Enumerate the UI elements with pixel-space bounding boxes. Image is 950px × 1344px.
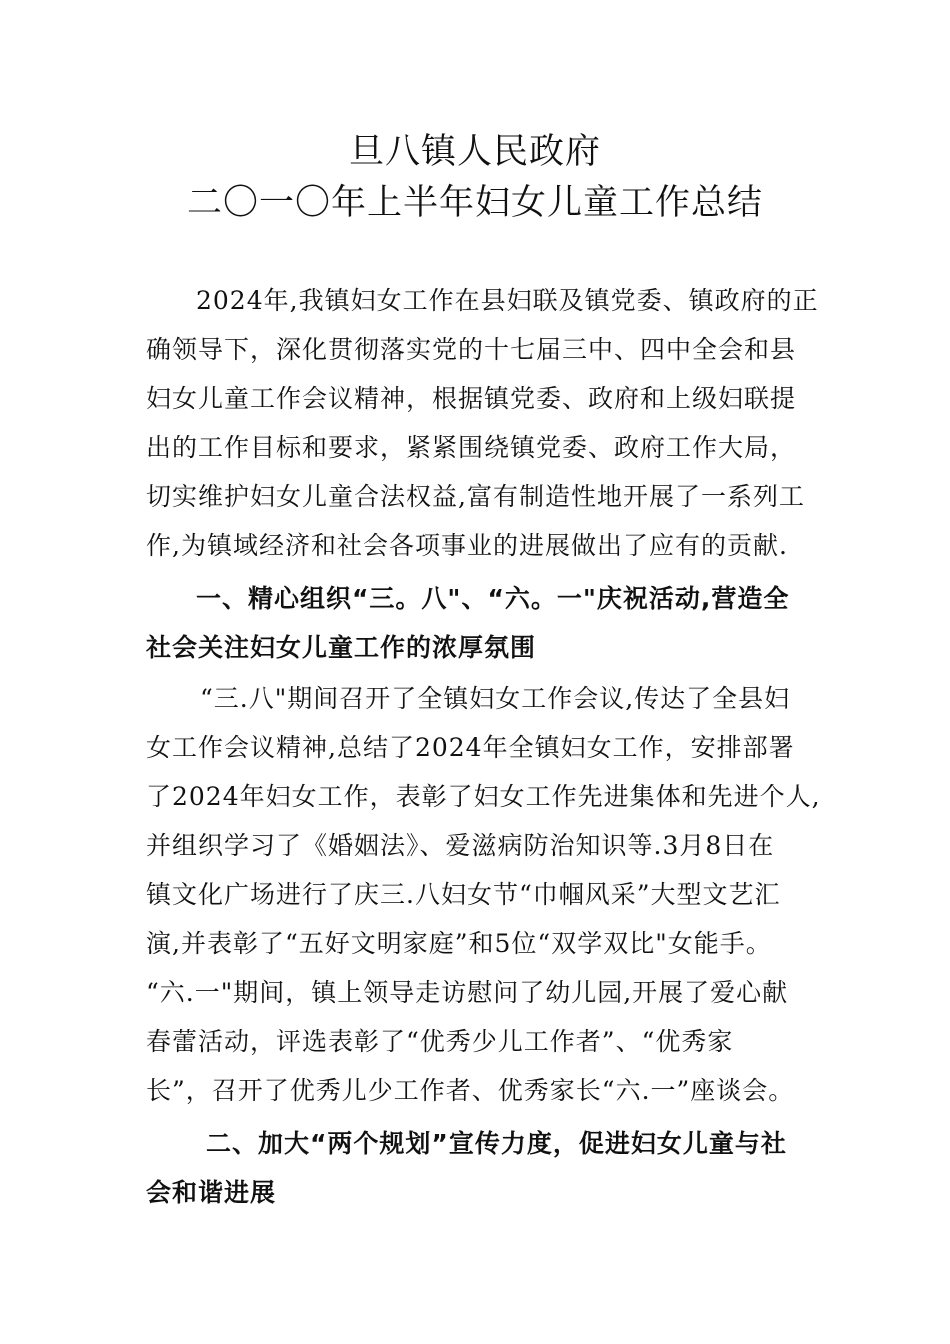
section-1-body-line: “三.八"期间召开了全镇妇女工作会议,传达了全县妇 — [200, 684, 791, 713]
section-2-heading-line: 二、加大“两个规划”宣传力度，促进妇女儿童与社 — [206, 1129, 787, 1158]
intro-line: 出的工作目标和要求，紧紧围绕镇党委、政府工作大局， — [146, 433, 797, 462]
section-1-body-line: 长”，召开了优秀儿少工作者、优秀家长“六.一”座谈会。 — [146, 1076, 795, 1105]
section-1-body-line: 并组织学习了《婚姻法》、爱滋病防治知识等.3月8日在 — [146, 831, 775, 860]
intro-line: 作,为镇域经济和社会各项事业的进展做出了应有的贡献. — [146, 531, 788, 560]
section-1-heading-line: 一、精心组织“三。八"、“六。一"庆祝活动,营造全 — [196, 584, 790, 613]
intro-line: 2024年,我镇妇女工作在县妇联及镇党委、镇政府的正 — [196, 286, 819, 315]
section-1-body-line: 春蕾活动，评选表彰了“优秀少儿工作者”、“优秀家 — [146, 1027, 734, 1056]
section-1-heading-line: 社会关注妇女儿童工作的浓厚氛围 — [146, 633, 537, 662]
section-1-body-line: 镇文化广场进行了庆三.八妇女节“巾帼风采”大型文艺汇 — [146, 880, 781, 909]
section-1-body-line: 女工作会议精神,总结了2024年全镇妇女工作，安排部署 — [146, 733, 795, 762]
section-1-body-line: “六.一"期间，镇上领导走访慰问了幼儿园,开展了爱心献 — [146, 978, 789, 1007]
section-2-heading-line: 会和谐进展 — [146, 1178, 277, 1207]
section-1-body-line: 演,并表彰了“五好文明家庭”和5位“双学双比"女能手。 — [146, 929, 772, 958]
intro-line: 确领导下，深化贯彻落实党的十七届三中、四中全会和县 — [146, 335, 797, 364]
section-1-body-line: 了2024年妇女工作，表彰了妇女工作先进集体和先进个人, — [146, 782, 821, 811]
intro-line: 妇女儿童工作会议精神，根据镇党委、政府和上级妇联提 — [146, 384, 797, 413]
document-title-line-2: 二〇一〇年上半年妇女儿童工作总结 — [186, 183, 763, 223]
intro-line: 切实维护妇女儿童合法权益,富有制造性地开展了一系列工 — [146, 482, 805, 511]
document-title-line-1: 旦八镇人民政府 — [348, 132, 601, 172]
